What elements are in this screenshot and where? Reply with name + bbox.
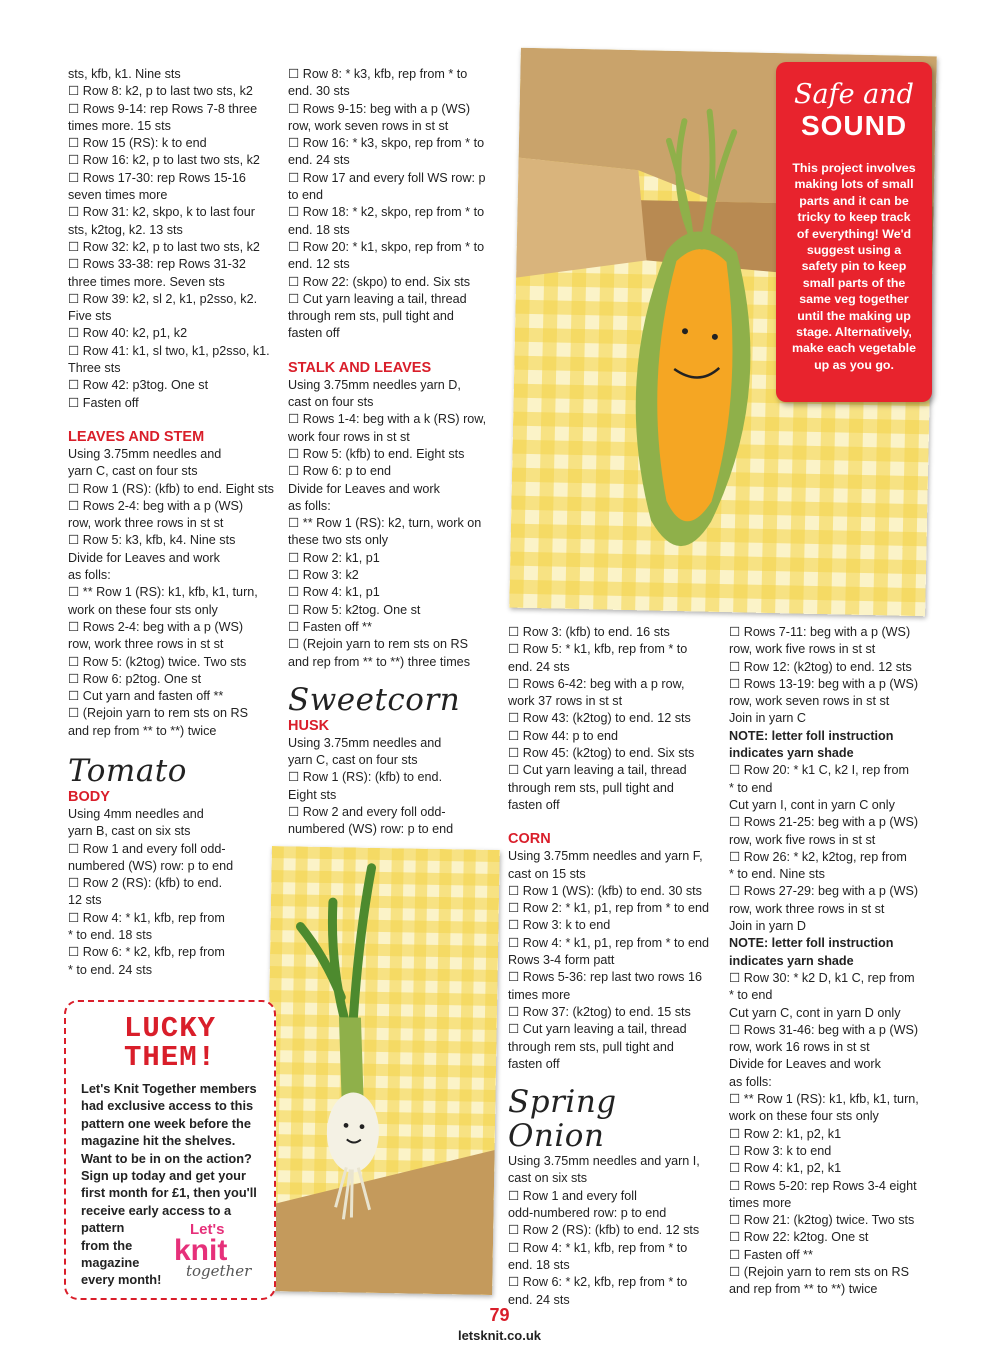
text-line: magazine <box>81 1255 140 1271</box>
text-line: ☐ Row 31: k2, skpo, k to last four <box>68 205 255 220</box>
text-line: stage. Alternatively, <box>796 325 912 340</box>
text-line: ☐ Rows 1-4: beg with a k (RS) row, <box>288 412 487 427</box>
lucky-title-line-1: LUCKY <box>123 1012 216 1045</box>
text-line: Cut yarn I, cont in yarn C only <box>729 797 895 812</box>
text-line: up as you go. <box>814 357 894 372</box>
page-number: 79 <box>489 1305 510 1325</box>
text-line: ☐ Row 44: p to end <box>508 728 619 743</box>
text-line: Using 3.75mm needles and yarn F, <box>508 849 703 864</box>
text-line: ☐ Cut yarn leaving a tail, thread <box>288 291 467 306</box>
text-line: as folls: <box>288 498 331 513</box>
text-line: ☐ Row 5: (k2tog) twice. Two sts <box>68 654 247 669</box>
text-line: ☐ Row 1 (RS): (kfb) to end. Eight sts <box>68 481 274 496</box>
text-line: ☐ Row 1 and every foll <box>508 1188 637 1203</box>
text-line: ☐ ** Row 1 (RS): k2, turn, work on <box>288 516 482 531</box>
text-line: ☐ Row 8: k2, p to last two sts, k2 <box>68 84 253 99</box>
text-line: ☐ Row 4: k1, p2, k1 <box>729 1161 842 1176</box>
text-line: ☐ Rows 21-25: beg with a p (WS) <box>729 815 919 830</box>
text-line: ☐ Row 1 (RS): (kfb) to end. <box>288 770 443 785</box>
text-line: ☐ Rows 5-20: rep Rows 3-4 eight <box>729 1178 917 1193</box>
safe-box-body <box>786 160 922 373</box>
text-line: tricky to keep track <box>797 210 911 225</box>
text-line: ☐ Cut yarn leaving a tail, thread <box>508 1022 687 1037</box>
text-line: ☐ Row 40: k2, p1, k2 <box>68 326 188 341</box>
text-line: ☐ Row 26: * k2, k2tog, rep from <box>729 849 907 864</box>
text-line: ☐ Rows 7-11: beg with a p (WS) <box>729 625 911 639</box>
corn-instructions <box>508 848 720 1073</box>
text-line: * to end <box>729 780 773 795</box>
tomato-body-heading: BODY <box>68 788 110 805</box>
text-line: magazine hit the shelves. <box>81 1133 236 1149</box>
safe-box-subtitle: SOUND <box>800 110 908 141</box>
text-line: Using 3.75mm needles yarn D, <box>288 377 461 392</box>
text-line: from the <box>81 1237 133 1253</box>
text-line: receive early access to a <box>81 1202 232 1218</box>
text-line: ☐ Row 4: * k1, kfb, rep from <box>68 910 225 925</box>
tomato-body-continued <box>288 66 500 343</box>
tomato-body-instructions <box>68 806 273 979</box>
lets-knit-together-logo <box>168 1218 260 1278</box>
text-line: end. 30 sts <box>288 84 350 99</box>
logo-lets: Let's <box>190 1221 225 1238</box>
text-line: times more <box>729 1195 792 1210</box>
text-line: through rem sts, pull tight and <box>508 1039 674 1054</box>
text-line: * to end <box>729 988 773 1003</box>
text-line: every month! <box>81 1272 162 1288</box>
text-line: Using 4mm needles and <box>68 806 204 821</box>
text-line: ☐ Row 6: p to end <box>288 464 392 479</box>
text-line: ☐ (Rejoin yarn to rem sts on RS <box>729 1264 909 1279</box>
text-line: ☐ Rows 6-42: beg with a p row, <box>508 676 685 691</box>
text-line: ☐ Row 6: p2tog. One st <box>68 671 202 686</box>
text-line: ☐ ** Row 1 (RS): k1, kfb, k1, turn, <box>729 1092 919 1107</box>
text-line: fasten off <box>508 1056 560 1071</box>
column-2 <box>288 66 500 839</box>
text-line: row, work seven rows in st st <box>729 694 890 709</box>
text-line: parts and it can be <box>799 193 909 208</box>
text-line: ☐ Fasten off ** <box>729 1247 813 1262</box>
text-line: Using 3.75mm needles and <box>288 735 442 750</box>
text-line: ☐ Row 12: (k2tog) to end. 12 sts <box>729 659 912 674</box>
leaves-and-stem-heading: LEAVES AND STEM <box>68 428 205 445</box>
spring-onion-instructions <box>508 1153 720 1309</box>
text-line: through rem sts, pull tight and <box>508 780 674 795</box>
text-line: ☐ Row 21: (k2tog) twice. Two sts <box>729 1213 915 1228</box>
text-line: ☐ Row 16: * k3, skpo, rep from * to <box>288 136 485 151</box>
text-line: ☐ Row 5: * k1, kfb, rep from * to <box>508 642 688 657</box>
text-line: ☐ Cut yarn and fasten off ** <box>68 689 224 704</box>
text-line: * to end. 24 sts <box>68 962 153 977</box>
text-line: ☐ Rows 2-4: beg with a p (WS) <box>68 619 244 634</box>
text-line: three times more. Seven sts <box>68 274 225 289</box>
husk-continued <box>508 624 720 814</box>
text-line: fasten off <box>508 797 560 812</box>
text-line: ☐ Row 15 (RS): k to end <box>68 136 207 151</box>
text-line: ☐ Row 2 (RS): (kfb) to end. 12 sts <box>508 1223 700 1238</box>
text-line: Divide for Leaves and work <box>729 1057 881 1072</box>
text-line: had exclusive access to this <box>81 1098 254 1114</box>
text-line: work 37 rows in st st <box>508 694 623 709</box>
text-line: these two sts only <box>288 533 389 548</box>
text-line: of everything! We'd <box>796 226 912 241</box>
text-line: ☐ Row 1 (WS): (kfb) to end. 30 sts <box>508 883 702 898</box>
text-line: ☐ Row 43: (k2tog) to end. 12 sts <box>508 711 691 726</box>
stalk-and-leaves-heading: STALK AND LEAVES <box>288 359 432 376</box>
safe-box-title: Safe and <box>794 79 914 110</box>
text-line: ☐ Row 18: * k2, skpo, rep from * to <box>288 205 485 220</box>
text-line: sts, kfb, k1. Nine sts <box>68 67 181 81</box>
text-line: until the making up <box>797 308 911 323</box>
text-line: times more. 15 sts <box>68 118 171 133</box>
text-line: ☐ Row 3: (kfb) to end. 16 sts <box>508 625 670 639</box>
text-line: row, work five rows in st st <box>729 642 876 657</box>
spring-onion-title: Spring Onion <box>508 1084 617 1155</box>
text-line: Rows 3-4 form patt <box>508 953 615 968</box>
text-line: ☐ Cut yarn leaving a tail, thread <box>508 763 687 778</box>
text-line: cast on 15 sts <box>508 866 586 881</box>
text-line: yarn C, cast on four sts <box>288 753 418 768</box>
text-line: indicates yarn shade <box>729 953 854 968</box>
text-line: ☐ Rows 31-46: beg with a p (WS) <box>729 1022 919 1037</box>
text-line: Join in yarn C <box>729 711 806 726</box>
lucky-box-title <box>66 1014 274 1072</box>
text-line: ☐ Row 22: k2tog. One st <box>729 1230 869 1245</box>
text-line: ☐ Row 32: k2, p to last two sts, k2 <box>68 239 260 254</box>
tomato-title: Tomato <box>68 752 187 789</box>
text-line: cast on four sts <box>288 395 374 410</box>
text-line: ☐ Rows 9-15: beg with a p (WS) <box>288 101 471 116</box>
leaves-and-stem-instructions <box>68 446 273 740</box>
text-line: ☐ Rows 33-38: rep Rows 31-32 <box>68 257 246 272</box>
text-line: ☐ Row 42: p3tog. One st <box>68 378 209 393</box>
text-line: end. 24 sts <box>288 153 350 168</box>
text-line: ☐ Rows 9-14: rep Rows 7-8 three <box>68 101 258 116</box>
text-line: ☐ Row 8: * k3, kfb, rep from * to <box>288 67 468 81</box>
logo-together: together <box>186 1262 252 1280</box>
text-line: as folls: <box>729 1074 772 1089</box>
lucky-title-line-2: THEM! <box>123 1041 216 1074</box>
text-line: NOTE: letter foll instruction <box>729 936 894 951</box>
text-line: Eight sts <box>288 787 337 802</box>
text-line: numbered (WS) row: p to end <box>68 858 234 873</box>
text-line: ☐ Fasten off <box>68 395 139 410</box>
text-line: Divide for Leaves and work <box>68 550 220 565</box>
text-line: ☐ Row 2: k1, p1 <box>288 550 380 565</box>
stalk-and-leaves-instructions <box>288 377 500 671</box>
spring-onion-photo <box>264 846 500 1295</box>
text-line: ☐ Row 17 and every foll WS row: p <box>288 170 486 185</box>
column-4 <box>729 624 944 1299</box>
text-line: ☐ Rows 13-19: beg with a p (WS) <box>729 676 919 691</box>
text-line: work on these four sts only <box>68 602 218 617</box>
text-line: small parts of the <box>802 275 906 290</box>
text-line: make each vegetable <box>792 341 916 356</box>
column-1 <box>68 66 273 979</box>
text-line: Using 3.75mm needles and yarn I, <box>508 1154 700 1169</box>
text-line: ☐ Row 5: k2tog. One st <box>288 602 421 617</box>
text-line: Cut yarn C, cont in yarn D only <box>729 1005 901 1020</box>
text-line: ☐ Row 45: (k2tog) to end. Six sts <box>508 746 695 761</box>
text-line: Divide for Leaves and work <box>288 481 440 496</box>
text-line: yarn C, cast on four sts <box>68 464 198 479</box>
text-line: ☐ Row 30: * k2 D, k1 C, rep from <box>729 970 915 985</box>
site-url: letsknit.co.uk <box>457 1328 542 1343</box>
text-line: work on these four sts only <box>729 1109 879 1124</box>
text-line: and rep from ** to **) twice <box>729 1282 878 1297</box>
sweetcorn-title: Sweetcorn <box>288 681 461 718</box>
body-pattern-continued <box>68 66 273 412</box>
text-line: odd-numbered row: p to end <box>508 1206 667 1221</box>
text-line: through rem sts, pull tight and <box>288 309 454 324</box>
text-line: ☐ Row 41: k1, sl two, k1, p2sso, k1. <box>68 343 270 358</box>
text-line: ☐ Row 2: * k1, p1, rep from * to end <box>508 901 709 916</box>
text-line: end. 24 sts <box>508 1292 570 1307</box>
text-line: ☐ (Rejoin yarn to rem sts on RS <box>68 706 248 721</box>
spring-onion-continued <box>729 624 944 1299</box>
text-line: Want to be in on the action? <box>81 1150 252 1166</box>
text-line: ☐ Row 3: k2 <box>288 568 359 583</box>
text-line: row, work 16 rows in st st <box>729 1040 870 1055</box>
text-line: ☐ Row 16: k2, p to last two sts, k2 <box>68 153 260 168</box>
text-line: ☐ Row 20: * k1 C, k2 I, rep from <box>729 763 909 778</box>
text-line: Using 3.75mm needles and <box>68 446 222 461</box>
text-line: ☐ Row 2 and every foll odd- <box>288 804 446 819</box>
text-line: 12 sts <box>68 893 102 908</box>
text-line: numbered (WS) row: p to end <box>288 822 454 837</box>
text-line: ☐ (Rejoin yarn to rem sts on RS <box>288 637 468 652</box>
text-line: ☐ Row 4: k1, p1 <box>288 585 380 600</box>
text-line: end. 18 sts <box>288 222 350 237</box>
text-line: row, work three rows in st st <box>68 637 224 652</box>
text-line: suggest using a <box>806 243 902 258</box>
text-line: ☐ Row 3: k to end <box>729 1143 832 1158</box>
text-line: ☐ Rows 17-30: rep Rows 15-16 <box>68 170 246 185</box>
text-line: ☐ Row 6: * k2, kfb, rep from <box>68 945 225 960</box>
text-line: ☐ Row 20: * k1, skpo, rep from * to <box>288 239 485 254</box>
text-line: and rep from ** to **) twice <box>68 723 217 738</box>
text-line: Five sts <box>68 309 112 324</box>
safe-and-sound-box <box>776 62 932 402</box>
text-line: times more <box>508 987 571 1002</box>
text-line: row, work three rows in st st <box>68 516 224 531</box>
text-line: ☐ Row 5: k3, kfb, k4. Nine sts <box>68 533 236 548</box>
text-line: same veg together <box>799 292 909 307</box>
text-line: pattern <box>81 1220 125 1236</box>
text-line: Let's Knit Together members <box>81 1081 257 1096</box>
column-3 <box>508 624 720 1309</box>
text-line: first month for £1, then you'll <box>81 1185 257 1201</box>
text-line: end. 24 sts <box>508 659 570 674</box>
text-line: indicates yarn shade <box>729 746 854 761</box>
text-line: making lots of small <box>794 177 914 192</box>
text-line: and rep from ** to **) three times <box>288 654 470 669</box>
text-line: work four rows in st st <box>288 429 410 444</box>
text-line: * to end. Nine sts <box>729 867 825 882</box>
text-line: Join in yarn D <box>729 919 806 934</box>
text-line: ☐ Row 5: (kfb) to end. Eight sts <box>288 446 465 461</box>
text-line: Sign up today and get your <box>81 1168 246 1184</box>
text-line: ☐ Row 6: * k2, kfb, rep from * to <box>508 1275 688 1290</box>
text-line: sts, k2tog, k2. 13 sts <box>68 222 183 237</box>
logo-knit: knit <box>174 1234 228 1267</box>
text-line: end. 12 sts <box>288 257 350 272</box>
text-line: ☐ Row 39: k2, sl 2, k1, p2sso, k2. <box>68 291 258 306</box>
corn-heading: CORN <box>508 831 551 848</box>
text-line: fasten off <box>288 326 340 341</box>
text-line: ☐ ** Row 1 (RS): k1, kfb, k1, turn, <box>68 585 258 600</box>
text-line: row, work seven rows in st st <box>288 118 449 133</box>
text-line: ☐ Row 4: * k1, kfb, rep from * to <box>508 1240 688 1255</box>
text-line: to end <box>288 188 324 203</box>
text-line: NOTE: letter foll instruction <box>729 728 894 743</box>
text-line: ☐ Row 2: k1, p2, k1 <box>729 1126 842 1141</box>
text-line: Three sts <box>68 361 121 376</box>
text-line: ☐ Fasten off ** <box>288 619 372 634</box>
text-line: This project involves <box>792 161 916 175</box>
text-line: ☐ Row 2 (RS): (kfb) to end. <box>68 876 223 891</box>
husk-instructions <box>288 735 500 839</box>
text-line: pattern one week before the <box>81 1115 251 1131</box>
text-line: ☐ Rows 5-36: rep last two rows 16 <box>508 970 702 985</box>
text-line: ☐ Row 22: (skpo) to end. Six sts <box>288 274 471 289</box>
husk-heading: HUSK <box>288 717 330 734</box>
text-line: ☐ Rows 2-4: beg with a p (WS) <box>68 498 244 513</box>
text-line: yarn B, cast on six sts <box>68 824 191 839</box>
text-line: seven times more <box>68 188 168 203</box>
text-line: safety pin to keep <box>801 259 907 274</box>
text-line: * to end. 18 sts <box>68 928 153 943</box>
text-line: ☐ Row 3: k to end <box>508 918 611 933</box>
text-line: as folls: <box>68 568 111 583</box>
text-line: end. 18 sts <box>508 1257 570 1272</box>
text-line: ☐ Row 1 and every foll odd- <box>68 841 226 856</box>
text-line: ☐ Row 4: * k1, p1, rep from * to end <box>508 935 709 950</box>
text-line: row, work three rows in st st <box>729 901 885 916</box>
text-line: ☐ Rows 27-29: beg with a p (WS) <box>729 884 919 899</box>
text-line: ☐ Row 37: (k2tog) to end. 15 sts <box>508 1004 691 1019</box>
text-line: cast on six sts <box>508 1171 588 1186</box>
text-line: row, work five rows in st st <box>729 832 876 847</box>
